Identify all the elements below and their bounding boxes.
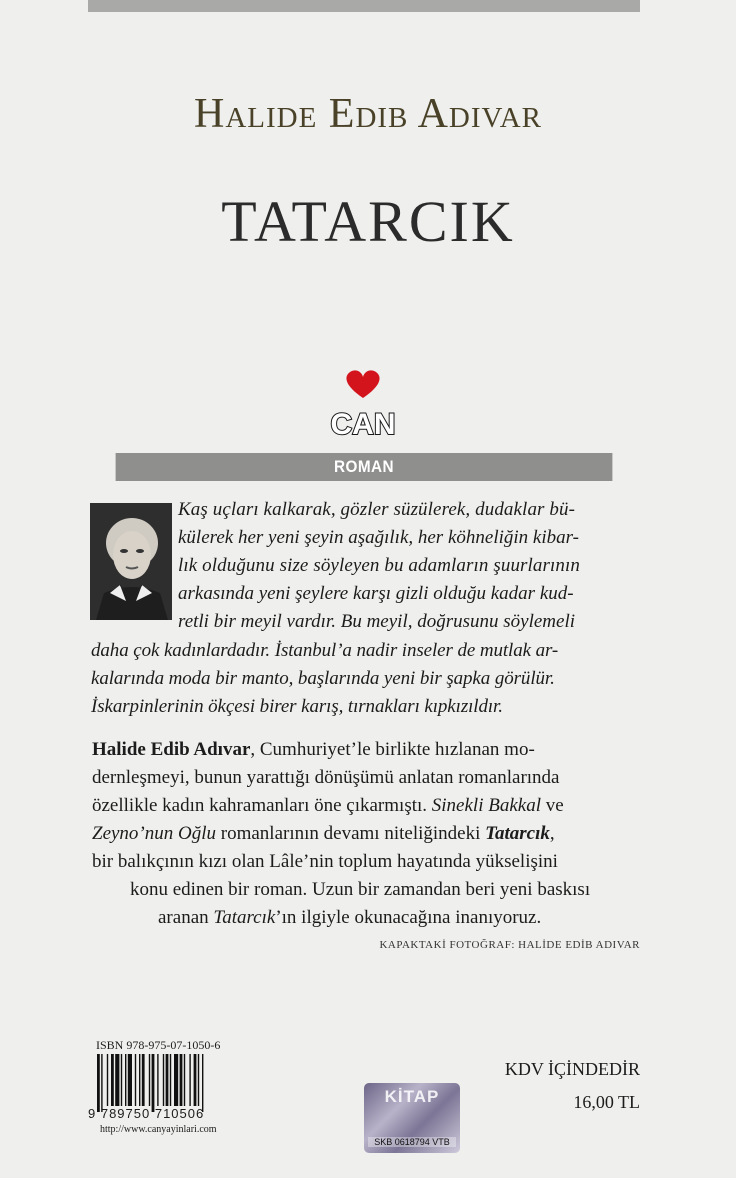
bio-line: konu edinen bir roman. Uzun bir zamandan beri yeni baskısı <box>130 879 591 900</box>
quote-line: külerek her yeni şeyin aşağılık, her köhneliğin kibar- <box>178 527 579 548</box>
genre-bar <box>116 453 613 481</box>
barcode <box>93 1054 245 1114</box>
quote-line: kalarında moda bir manto, başlarında yeni bir şapka görülür. <box>91 668 555 689</box>
svg-text:CAN: CAN <box>330 408 396 440</box>
quote-line: İskarpinlerinin ökçesi birer karış, tırnakları kıpkızıldır. <box>91 696 503 717</box>
isbn-text: ISBN 978-975-07-1050-6 <box>96 1038 221 1052</box>
sticker-serial: SKB 0618794 VTB <box>368 1137 456 1147</box>
publisher-url: http://www.canyayinlari.com <box>100 1124 217 1135</box>
quote-line: Kaş uçları kalkarak, gözler süzülerek, dudaklar bü- <box>178 499 576 520</box>
bio-line: Zeyno’nun Oğlu romanlarının devamı niteliğindeki Tatarcık, <box>92 823 555 844</box>
author-name: Halide Edib Adıvar <box>193 91 542 137</box>
bio-line: Halide Edib Adıvar, Cumhuriyet’le birlikte hızlanan mo- <box>92 739 535 760</box>
heart-icon <box>346 370 379 398</box>
quote-line: arkasında yeni şeylere karşı gizli olduğu kadar kud- <box>178 583 574 604</box>
genre-label: ROMAN <box>333 457 395 476</box>
author-portrait <box>90 503 172 620</box>
bio-line: bir balıkçının kızı olan Lâle’nin toplum hayatında yükselişini <box>92 851 558 872</box>
book-title: TATARCIK <box>221 189 515 254</box>
quote-line: lık olduğunu size söyleyen bu adamların şuurlarının <box>178 555 580 576</box>
quote-line: retli bir meyil vardır. Bu meyil, doğrusunu söylemeli <box>178 611 576 632</box>
vat-note: KDV İÇİNDEDİR <box>504 1059 640 1079</box>
bio-line: aranan Tatarcık’ın ilgiyle okunacağına inanıyoruz. <box>158 907 542 928</box>
photo-credit: KAPAKTAKİ FOTOĞRAF: HALİDE EDİB ADIVAR <box>379 939 640 951</box>
can-logo <box>331 408 396 440</box>
top-strip <box>88 0 640 12</box>
price: 16,00 TL <box>573 1092 640 1112</box>
quote-line: daha çok kadınlardadır. İstanbul’a nadir inseler de mutlak ar- <box>91 640 559 661</box>
sticker-label: KİTAP <box>384 1087 440 1106</box>
bio-author-name: Halide Edib Adıvar <box>92 739 251 760</box>
bio-line: özellikle kadın kahramanları öne çıkarmıştı. Sinekli Bakkal ve <box>92 795 564 816</box>
publisher-logo <box>318 368 408 440</box>
barcode-digits: 9 789750 710506 <box>88 1106 205 1121</box>
bio-line: dernleşmeyi, bunun yarattığı dönüşümü anlatan romanlarında <box>92 767 560 788</box>
